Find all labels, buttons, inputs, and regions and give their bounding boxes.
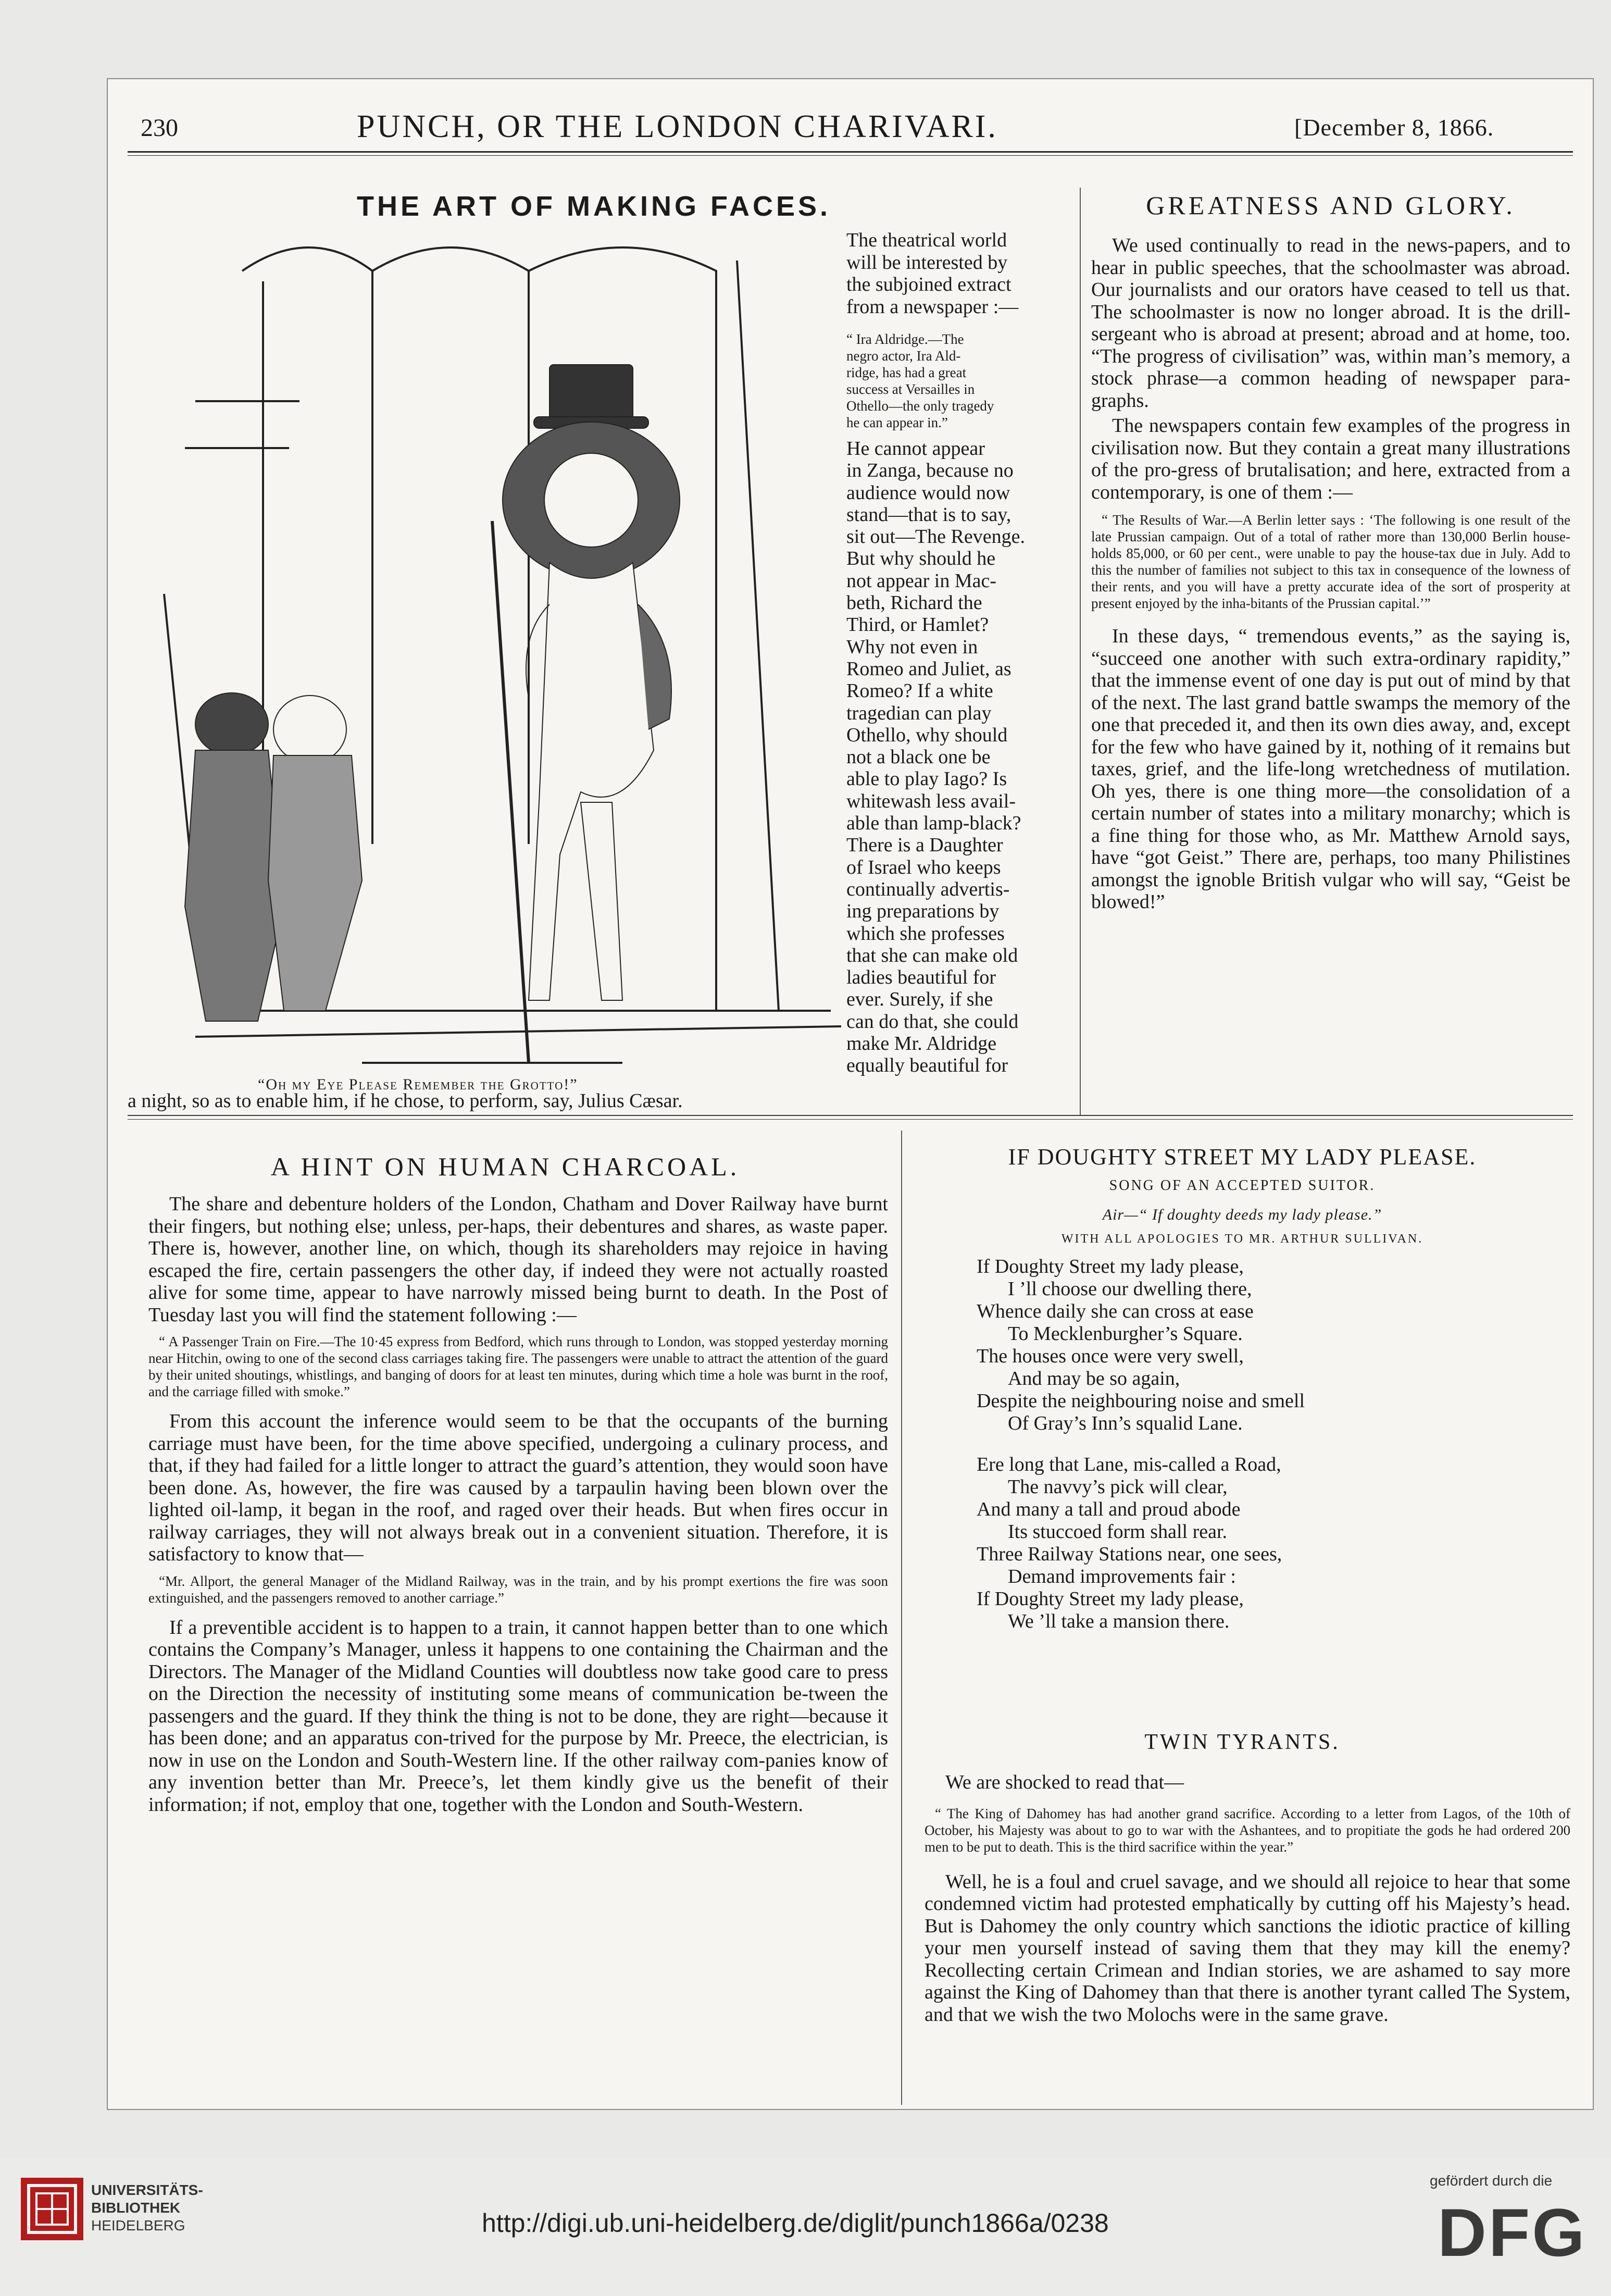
poem-line: Three Railway Stations near, one sees, [977,1543,1282,1565]
art-line: Othello, why should [846,724,1008,746]
charcoal-quote-1: “ A Passenger Train on Fire.—The 10·45 express from Bedford, which runs through to London, was stopped yesterday morning near Hitchin, owing to one of the second class carriages taking fire. The passengers were unable to attract the attention of the guard by their united shoutings, whistlings, and banging of doors for at least ten minutes, during which time a hole was burnt in the roof, and the carriage filled with smoke.” [148,1334,888,1399]
poem-line: Demand improvements fair : [1008,1566,1236,1587]
poem-line: I ’ll choose our dwelling there, [1008,1278,1252,1300]
poem-line: If Doughty Street my lady please, [977,1588,1244,1610]
art-line: that she can make old [846,944,1018,966]
poem-line: If Doughty Street my lady please, [977,1256,1244,1277]
art-line: make Mr. Aldridge [846,1033,997,1055]
art-line: stand—that is to say, [846,503,1011,526]
column-rule-bottom [901,1131,902,2105]
art-line: whitewash less avail- [846,790,1016,812]
art-line: which she professes [846,922,1005,945]
charcoal-para-2: From this account the inference would seem to be that the occupants of the burning carriage must have been, for the time above specified, undergoing a culinary process, and that, if they had failed for a little longer to attract the guard’s attention, they would soon have been done. As, however, the fire was caused by a tarpaulin having been blown over the lighted oil-lamp, it began in the roof, and raged over their heads. But when fires occur in railway carriages, they will not always break out in a convenient situation. Therefore, it is satisfactory to know that— [148,1410,888,1565]
art-line: able than lamp-black? [846,812,1021,835]
poem-line: The navvy’s pick will clear, [1008,1476,1228,1498]
doughty-air: Air—“ If doughty deeds my lady please.” [1102,1206,1382,1223]
source-url[interactable]: http://digi.ub.uni-heidelberg.de/diglit/punch1866a/0238 [482,2208,1109,2238]
art-last-line: a night, so as to enable him, if he chose, to perform, say, Julius Cæsar. [128,1090,683,1112]
art-line: not appear in Mac- [846,569,997,592]
doughty-stanza-2 [977,1454,1282,1633]
doughty-stanza-1 [977,1256,1305,1435]
art-column-narrow [846,229,1065,318]
cartoon-caption: “Oh my Eye Please Remember the Grotto!” [258,1076,578,1093]
art-intro-line-4: from a newspaper :— [846,295,1019,318]
library-name-3: HEIDELBERG [91,2217,185,2233]
column-rule-top [1080,188,1081,1115]
art-quote [846,331,1065,431]
page-number: 230 [141,114,178,142]
art-line: Third, or Hamlet? [846,614,989,636]
art-line: not a black one be [846,746,991,768]
poem-line: Ere long that Lane, mis-called a Road, [977,1454,1281,1475]
art-line: Romeo? If a white [846,680,993,702]
header-rule-thin [128,155,1573,156]
art-intro-line-2: will be interested by [846,251,1008,274]
tyrants-para-1: We are shocked to read that— [945,1771,1184,1793]
poem-line: Whence daily she can cross at ease [977,1300,1254,1322]
greatness-para-1: We used continually to read in the news-papers, and to hear in public speeches, that the schoolmaster was abroad. Our journalists and our orators have ceased to tell us that. The schoolmaster is now no longer abroad. It is the drill-sergeant who is abroad at present; abroad and at home, too. “The progress of civilisation” was, within man’s memory, a stock phrase—a common heading of newspaper para-graphs. [1091,234,1570,412]
art-line: sit out—The Revenge. [846,526,1025,548]
poem-line: And may be so again, [1008,1368,1180,1389]
sponsor-text: gefördert durch die [1430,2173,1553,2189]
art-line: audience would now [846,481,1010,504]
masthead-title: PUNCH, OR THE LONDON CHARIVARI. [357,109,998,144]
art-quote-line: ridge, has had a great [846,365,967,380]
art-line: He cannot appear [846,438,985,460]
art-quote-line: he can appear in.” [846,415,948,430]
art-line: in Zanga, because no [846,460,1014,482]
article-title-art: THE ART OF MAKING FACES. [357,191,831,222]
charcoal-quote-2: “Mr. Allport, the general Manager of the Midland Railway, was in the train, and by his prompt exertions the fire was soon extinguished, and the passengers removed to another carriage.” [148,1573,888,1606]
art-line: of Israel who keeps [846,856,1001,878]
doughty-apologies: WITH ALL APOLOGIES TO MR. ARTHUR SULLIVAN. [1061,1232,1423,1246]
greatness-body [1091,234,1570,913]
section-rule-thin [128,1119,1573,1120]
cartoon-illustration [154,229,904,1084]
art-line: ever. Surely, if she [846,988,993,1011]
header-rule [128,151,1573,153]
dfg-logo: DFG [1438,2194,1587,2270]
digitization-footer [0,2157,1611,2296]
art-line: But why should he [846,548,996,570]
art-quote-line: negro actor, Ira Ald- [846,348,961,364]
art-line: Romeo and Juliet, as [846,657,1011,680]
greatness-quote: “ The Results of War.—A Berlin letter says : ‘The following is one result of the late Prussian campaign. Out of a total of rather more than 130,000 Berlin house-holds 85,000, or 60 per cent., were unable to pay the house-tax due in July. Add to this the number of families not subject to this tax in consequence of the lowness of their rents, and you will have a pretty accurate idea of the sort of prosperity at present enjoyed by the inha-bitants of the Prussian capital.’” [1091,512,1570,611]
art-line: can do that, she could [846,1010,1019,1033]
poem-line: Its stuccoed form shall rear. [1008,1521,1228,1543]
tyrants-quote: “ The King of Dahomey has had another grand sacrifice. According to a letter from Lagos, of the 10th of October, his Majesty was about to go to war with the Ashantees, and to propitiate the gods he had ordered 200 men to be put to death. This is the third sacrifice within the year.” [925,1805,1570,1855]
art-line: able to play Iago? Is [846,768,1007,790]
tyrants-body [925,1771,1570,2026]
doughty-subtitle: SONG OF AN ACCEPTED SUITOR. [1109,1177,1376,1194]
art-line: tragedian can play [846,702,992,724]
issue-date: [December 8, 1866. [1294,114,1494,141]
article-title-tyrants: TWIN TYRANTS. [1144,1730,1340,1754]
art-body [846,438,1065,1077]
art-intro-line-1: The theatrical world [846,229,1007,251]
library-name-1: UNIVERSITÄTS- [91,2182,203,2198]
section-rule [128,1115,1573,1116]
charcoal-para-1: The share and debenture holders of the London, Chatham and Dover Railway have burnt their fingers, but nothing else; unless, per-haps, their debentures and shares, as waste paper. There is, however, another line, on which, though its shareholders may rejoice in having escaped the fire, certain passengers the other day, if indeed they were not actually roasted alive for some time, appear to have narrowly missed being burnt to death. In the Post of Tuesday last you will find the statement following :— [148,1193,888,1326]
poem-line: To Mecklenburgher’s Square. [1008,1323,1243,1345]
library-logo-icon [21,2178,83,2240]
art-line: There is a Daughter [846,834,1003,857]
art-line: continually advertis- [846,878,1010,900]
library-name-2: BIBLIOTHEK [91,2200,181,2216]
art-quote-line: Othello—the only tragedy [846,398,994,414]
art-line: equally beautiful for [846,1054,1008,1077]
art-line: ing preparations by [846,900,1000,923]
page-scan [107,78,1594,2110]
charcoal-body [148,1193,888,1816]
art-line: Why not even in [846,636,978,658]
article-title-greatness: GREATNESS AND GLORY. [1146,191,1516,220]
art-line: beth, Richard the [846,592,982,614]
tyrants-para-2: Well, he is a foul and cruel savage, and we should all rejoice to hear that some condemned victim had protested emphatically by cutting off his Majesty’s head. But is Dahomey the only country which sanctions the idiotic practice of killing your men yourself instead of saving them that they may kill the enemy? Recollecting certain Crimean and Indian stories, we are ashamed to say more against the King of Dahomey than that there is another tyrant called The System, and that we wish the two Molochs were in the same grave. [925,1870,1570,2026]
art-intro-line-3: the subjoined extract [846,274,1011,295]
art-quote-line: success at Versailles in [846,381,975,397]
art-quote-line: “ Ira Aldridge.—The [846,331,964,347]
charcoal-para-3: If a preventible accident is to happen to a train, it cannot happen better than to one which contains the Company’s Manager, unless it happens to one containing the Chairman and the Directors. The Manager of the Midland Counties will doubtless now take good care to press on the Direction the necessity of instituting some means of communication be-tween the passengers and the guard. If they think the thing is not to be done, they are right—because it has been done; and an apparatus con-trived for the purpose by Mr. Preece, the electrician, is now in use on the London and South-Western line. If the other railway com-panies know of any invention better than Mr. Preece’s, let them kindly give us the benefit of their information; if not, employ that one, together with the London and South-Western. [148,1616,888,1816]
article-title-charcoal: A HINT ON HUMAN CHARCOAL. [270,1152,740,1181]
poem-line: Of Gray’s Inn’s squalid Lane. [1008,1412,1243,1434]
poem-line: The houses once were very swell, [977,1345,1244,1367]
poem-line: Despite the neighbouring noise and smell [977,1390,1305,1412]
greatness-para-3: In these days, “ tremendous events,” as the saying is, “succeed one another with such extra-ordinary rapidity,” that the immense event of one day is put out of mind by that of the next. The last grand battle swamps the memory of the one that preceded it, and then its own dies away, and, except for the few who have gained by it, nothing of it remains but taxes, grief, and the life-long wretchedness of mutilation. Oh yes, there is one thing more—the consolidation of a certain number of states into a military monarchy; which is a fine thing for those who, as Mr. Matthew Arnold says, have “got Geist.” There are, perhaps, too many Philistines amongst the ignoble British vulgar who will say, “Geist be blowed!” [1091,625,1570,913]
greatness-para-2: The newspapers contain few examples of the progress in civilisation now. But they contain a great many illustrations of the pro-gress of brutalisation; and here, extracted from a contemporary, is one of them :— [1091,415,1570,503]
poem-line: And many a tall and proud abode [977,1498,1241,1520]
poem-line: We ’ll take a mansion there. [1008,1610,1230,1632]
article-title-doughty: IF DOUGHTY STREET MY LADY PLEASE. [1008,1144,1477,1170]
art-line: ladies beautiful for [846,966,996,989]
